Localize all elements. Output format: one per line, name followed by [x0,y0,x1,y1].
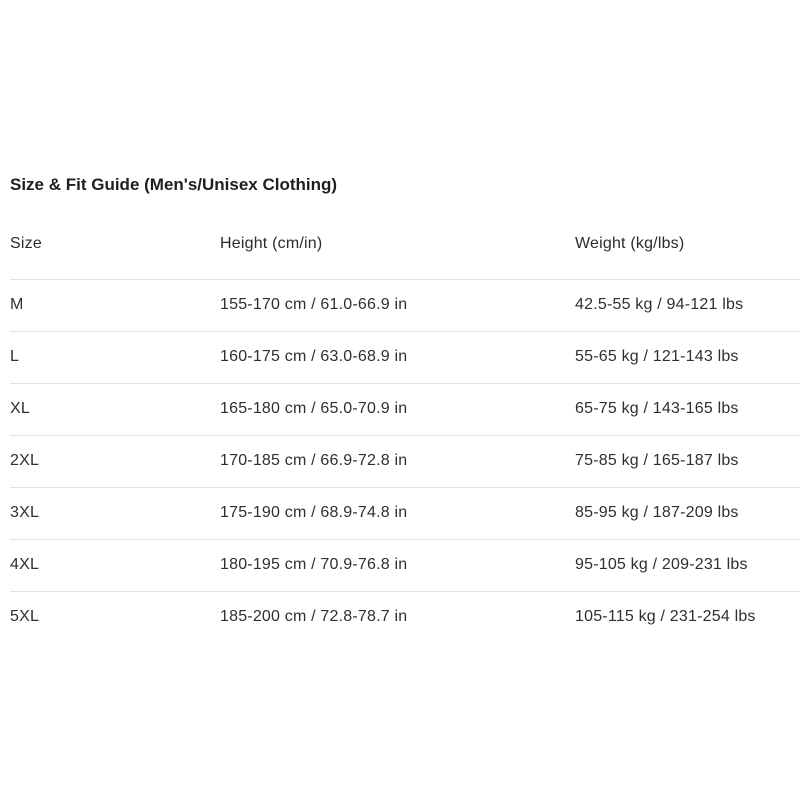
size-cell: M [10,296,24,313]
table-row [10,435,800,487]
height-cell: 155-170 cm / 61.0-66.9 in [220,296,408,313]
column-header-height: Height (cm/in) [220,229,575,279]
size-cell: 4XL [10,556,40,573]
size-cell: 3XL [10,504,40,521]
size-cell: 5XL [10,608,40,626]
size-cell: 2XL [10,452,40,469]
page-title: Size & Fit Guide (Men's/Unisex Clothing) [10,175,338,194]
table-row [10,331,800,383]
size-table [10,229,800,643]
height-cell: 175-190 cm / 68.9-74.8 in [220,504,408,521]
height-cell: 160-175 cm / 63.0-68.9 in [220,348,408,365]
weight-cell: 85-95 kg / 187-209 lbs [575,504,739,521]
table-header-row [10,229,800,279]
height-cell: 185-200 cm / 72.8-78.7 in [220,608,408,626]
weight-cell: 55-65 kg / 121-143 lbs [575,348,739,365]
table-row [10,279,800,331]
table-row [10,539,800,591]
size-guide [10,170,800,643]
height-cell: 165-180 cm / 65.0-70.9 in [220,400,408,417]
column-header-weight: Weight (kg/lbs) [575,229,800,279]
weight-cell: 65-75 kg / 143-165 lbs [575,400,739,417]
column-header-size: Size [10,229,220,279]
weight-cell: 95-105 kg / 209-231 lbs [575,556,748,573]
table-row [10,591,800,643]
weight-cell: 75-85 kg / 165-187 lbs [575,452,739,469]
table-row [10,487,800,539]
size-cell: L [10,348,20,365]
weight-cell: 42.5-55 kg / 94-121 lbs [575,296,744,313]
table-row [10,383,800,435]
height-cell: 180-195 cm / 70.9-76.8 in [220,556,408,573]
weight-cell: 105-115 kg / 231-254 lbs [575,608,756,626]
size-cell: XL [10,400,30,417]
height-cell: 170-185 cm / 66.9-72.8 in [220,452,408,469]
